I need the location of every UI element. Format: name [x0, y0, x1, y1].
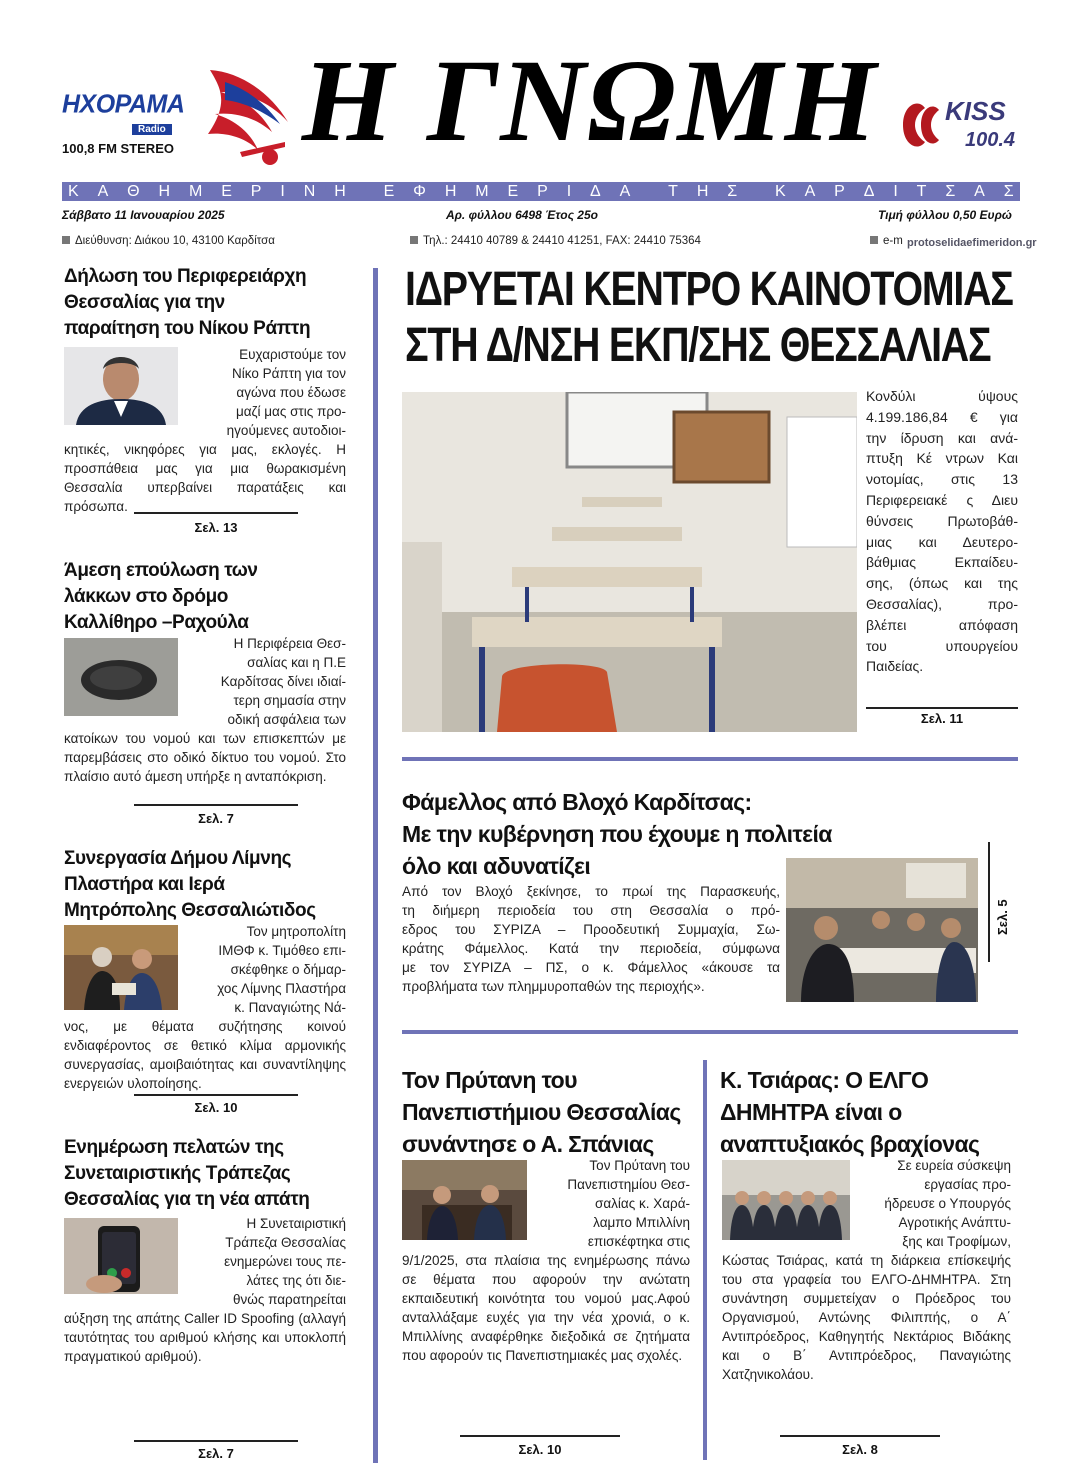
subtitle-letter: Φ: [413, 182, 426, 200]
main-headline: ΙΔΡΥΕΤΑΙ ΚΕΝΤΡΟ ΚΑΙΝΟΤΟΜΙΑΣ ΣΤΗ Δ/ΝΣΗ ΕΚΠ/ΣΗΣ ΘΕΣΣΑΛΙΑΣ: [405, 263, 1013, 372]
column-divider: [703, 1060, 707, 1460]
kiss-logo: [893, 90, 1018, 160]
page-ref-limni: Σελ. 10: [194, 1100, 238, 1115]
subtitle-letter: Ι: [280, 182, 285, 200]
divider: [134, 1440, 298, 1442]
divider: [988, 842, 990, 962]
headline-prytanis: Τον Πρύτανη του Πανεπιστήμιου Θεσσαλίας συνάντησε ο Α. Σπάνιας: [402, 1067, 681, 1157]
section-divider: [402, 757, 1018, 761]
watermark: protoselidaefimeridon.gr: [907, 237, 1037, 249]
page-ref-tsiaras: Σελ. 8: [842, 1442, 878, 1457]
body-tsiaras-wrap: Σε ευρεία σύσκεψη εργασίας προ- ήδρευσε ο Υπουργός Αγροτικής Ανάπτυ- ξης και Τροφίμων,: [884, 1158, 1011, 1249]
photo-prytanis: [402, 1160, 527, 1240]
subtitle-letter: Ε: [383, 182, 395, 200]
bullet-square-icon: [410, 236, 418, 244]
body-famellos: Από τον Βλοχό ξεκίνησε, το πρωί της Παρασκευής, τη διήμερη περιοδεία του στη Θεσσαλία ο πρό- εδρος του ΣΥΡΙΖΑ – Προοδευτική Συμμαχία, Σω- κράτης Φάμελλος. Κατά την περιοδεία, σύμφωνα με τον ΣΥΡΙΖΑ – ΠΣ, ο κ. Φάμελλος «άκουσε τα προβλήματα των πλημμυροπαθών της περιοχής».: [402, 884, 780, 994]
subtitle-letter: Ρ: [250, 182, 262, 200]
subtitle-letter: Η: [334, 182, 346, 200]
kiss-name: KISS: [945, 96, 1006, 126]
body-trapeza: αύξηση της απάτης Caller ID Spoofing (αλλαγή ταυτότητας του αριθμού κλήσης και υποκλοπή πραγματικού αριθμού).: [64, 1311, 346, 1364]
page-ref-main: Σελ. 11: [920, 711, 964, 726]
subtitle-letter: Δ: [863, 182, 875, 200]
subtitle-letter: Μ: [475, 182, 489, 200]
issue-date: Σάββατο 11 Ιανουαρίου 2025: [62, 208, 225, 222]
body-limni: νος, με θέματα συζήτησης κοινού ενδιαφέροντος σε θετικό κλίμα αρμονικής συνεργασίας, αμοιβαιότητας και συναντίληψης ενεργειών υλοποίησης.: [64, 1019, 346, 1091]
email: e-m: [870, 235, 903, 247]
subtitle-letter: Κ: [68, 182, 79, 200]
subtitle-bar: [62, 182, 1020, 201]
bullet-square-icon: [870, 236, 878, 244]
body-trapeza-wrap: Η Συνεταιριστική Τράπεζα Θεσσαλίας ενημερώνει τους πε- λάτες της ότι διε- θνώς παρατηρείται: [224, 1216, 346, 1307]
column-divider: [373, 268, 378, 1463]
headline-tsiaras: Κ. Τσιάρας: Ο ΕΛΓΟ ΔΗΜΗΤΡΑ είναι ο αναπτυξιακός βραχίονας: [720, 1067, 980, 1157]
subtitle-letter: Α: [804, 182, 816, 200]
subtitle-letter: Μ: [188, 182, 203, 200]
subtitle-letter: Ν: [303, 182, 316, 200]
subtitle-letter: Ρ: [537, 182, 548, 200]
divider: [134, 804, 298, 806]
photo-classroom: [402, 392, 857, 732]
photo-pothole: [64, 638, 178, 716]
body-raptis: κητικές, νικηφόρες για μας, εκλογές. Η προσπάθεια μας για μια θωρακισμένη Θεσσαλία υπερβαίνει παρατάξεις και πρόσωπα.: [64, 442, 346, 514]
subtitle-letter: Δ: [590, 182, 601, 200]
hxorama-name: ΗΧΟΡΑΜΑ: [62, 89, 185, 119]
divider: [134, 512, 298, 514]
page-ref-raptis: Σελ. 13: [194, 520, 238, 535]
bird-logo-icon: [200, 62, 295, 172]
body-lakkoi: κατοίκων του νομού και των επισκεπτών με παρεμβάσεις στο οδικό δίκτυο του νομού. Στο πλαίσιο αυτό άμεση υπήρξε η ανταπόκριση.: [64, 731, 346, 784]
subtitle-letter: Σ: [727, 182, 738, 200]
radio-frequency: 100,8 FM STEREO: [62, 141, 174, 156]
subtitle-letter: Θ: [127, 182, 140, 200]
phones: Τηλ.: 24410 40789 & 24410 41251, FAX: 24410 75364: [410, 235, 701, 247]
subtitle-letter: Σ: [945, 182, 956, 200]
subtitle-letter: Ι: [566, 182, 572, 200]
photo-raptis: [64, 347, 178, 425]
hxorama-logo: [62, 90, 202, 156]
page-ref-trapeza: Σελ. 7: [198, 1446, 234, 1461]
address: Διεύθυνση: Διάκου 10, 43100 Καρδίτσα: [62, 235, 275, 247]
photo-phone-scam: [64, 1218, 178, 1294]
divider: [866, 707, 1018, 709]
subtitle-letter: Ι: [893, 182, 898, 200]
photo-famellos: [786, 858, 978, 1002]
subtitle-letter: Α: [619, 182, 631, 200]
main-body: Κονδύλι ύψους 4.199.186,84 € για την ίδρυση και ανά- πτυξη Κέ ντρων Και νοτομίας, στις 13 Περιφερειακέ ς Διευ θύνσεις Πρωτοβάθ- μιας και Δευτερο- βάθμιας Εκπαίδευ- σης, (όπως και της Θεσσαλίας), προ- βλέπει απόφαση του υπουργείου Παιδείας.: [866, 388, 1018, 675]
subtitle-letter: Κ: [774, 182, 786, 200]
subtitle-letter: Τ: [916, 182, 927, 200]
body-tsiaras: Κώστας Τσιάρας, κατά τη διάρκεια επίσκεψής του στα γραφεία του ΕΛΓΟ-ΔΗΜΗΤΡΑ. Στη συνάντηση συμμετείχαν ο Πρόεδρος του Οργανισμού, Αντώνης Φιλιππής, ο Α΄ Αντιπρόεδρος, Καθηγητής Νεκτάριος Βιδάκης και ο Β΄ Αντιπρόεδρος, Παναγιώτης Χατζηνικολάου.: [722, 1253, 1011, 1382]
subtitle-letter: Σ: [1003, 182, 1014, 200]
divider: [134, 1094, 298, 1096]
body-prytanis: 9/1/2025, στα πλαίσια της ενημέρωσης πάνω σε θέματα που αφορούν την ανώτατη εκπαιδευτική κοινότητα του νομού μας.Αφού ανταλλάξαμε ευχές για την νέα χρονιά, ο κ. Μπιλλίνης αναφέρθηκε διεξοδικά σε ζητήματα που αφορούν τις Πανεπιστημιακές μας σχολές.: [402, 1253, 690, 1363]
subtitle-letter: Η: [696, 182, 709, 200]
subtitle-letter: Η: [158, 182, 171, 200]
subtitle-letter: Ρ: [834, 182, 845, 200]
kiss-wave-icon: [893, 90, 1018, 160]
divider: [460, 1435, 620, 1437]
photo-mitropoli: [64, 925, 178, 1010]
section-divider: [402, 1030, 1018, 1034]
headline-lakkoi: Άμεση επούλωση των λάκκων στο δρόμο Καλλίθηρο –Ραχούλα: [64, 560, 258, 633]
page-ref-prytanis: Σελ. 10: [518, 1442, 562, 1457]
headline-limni-plastira: Συνεργασία Δήμου Λίμνης Πλαστήρα και Ιερά Μητρόπολης Θεσσαλιώτιδος: [64, 848, 316, 921]
body-prytanis-wrap: Τον Πρύτανη του Πανεπιστημίου Θεσ- σαλίας κ. Χαρά- λαμπο Μπιλλίνη επισκέφτηκα στις: [567, 1158, 690, 1249]
headline-raptis: Δήλωση του Περιφερειάρχη Θεσσαλίας για την παραίτηση του Νίκου Ράπτη: [64, 266, 311, 339]
issue-price: Τιμή φύλλου 0,50 Ευρώ: [878, 208, 1012, 222]
kiss-frequency: 100.4: [965, 129, 1016, 151]
bullet-square-icon: [62, 236, 70, 244]
page-ref-famellos: Σελ. 5: [995, 899, 1010, 935]
body-raptis-wrap: Ευχαριστούμε τον Νίκο Ράπτη για τον αγώνα που έδωσε μαζί μας στις προ- ηγούμενες αυτοδιοι-: [226, 347, 346, 438]
subtitle-letter: Τ: [668, 182, 678, 200]
newspaper-title: Η ΓΝΩΜΗ: [301, 35, 879, 166]
page-ref-lakkoi: Σελ. 7: [198, 811, 234, 826]
subtitle-letter: Α: [97, 182, 109, 200]
radio-tag: Radio: [132, 124, 172, 135]
subtitle-letter: Ε: [221, 182, 232, 200]
subtitle-letter: Η: [444, 182, 457, 200]
headline-trapeza: Ενημέρωση πελατών της Συνεταιριστικής Τράπεζας Θεσσαλίας για τη νέα απάτη: [64, 1137, 310, 1210]
headline-famellos: Φάμελλος από Βλοχό Καρδίτσας: Με την κυβέρνηση που έχουμε η πολιτεία όλο και αδυνατίζει: [402, 789, 832, 879]
subtitle-letter: Α: [974, 182, 985, 200]
body-limni-wrap: Τον μητροπολίτη ΙΜΘΦ κ. Τιμόθεο επι- σκέφθηκε ο δήμαρ- χος Λίμνης Πλαστήρα κ. Παναγιώτης Νά-: [217, 924, 346, 1015]
issue-number: Αρ. φύλλου 6498 Έτος 25ο: [446, 208, 598, 222]
body-lakkoi-wrap: Η Περιφέρεια Θεσ- σαλίας και η Π.Ε Καρδίτσας δίνει ιδιαί- τερη σημασία στην οδική ασφάλεια των: [220, 636, 346, 727]
subtitle-letter: Ε: [507, 182, 519, 200]
photo-tsiaras: [722, 1160, 850, 1240]
divider: [780, 1435, 940, 1437]
